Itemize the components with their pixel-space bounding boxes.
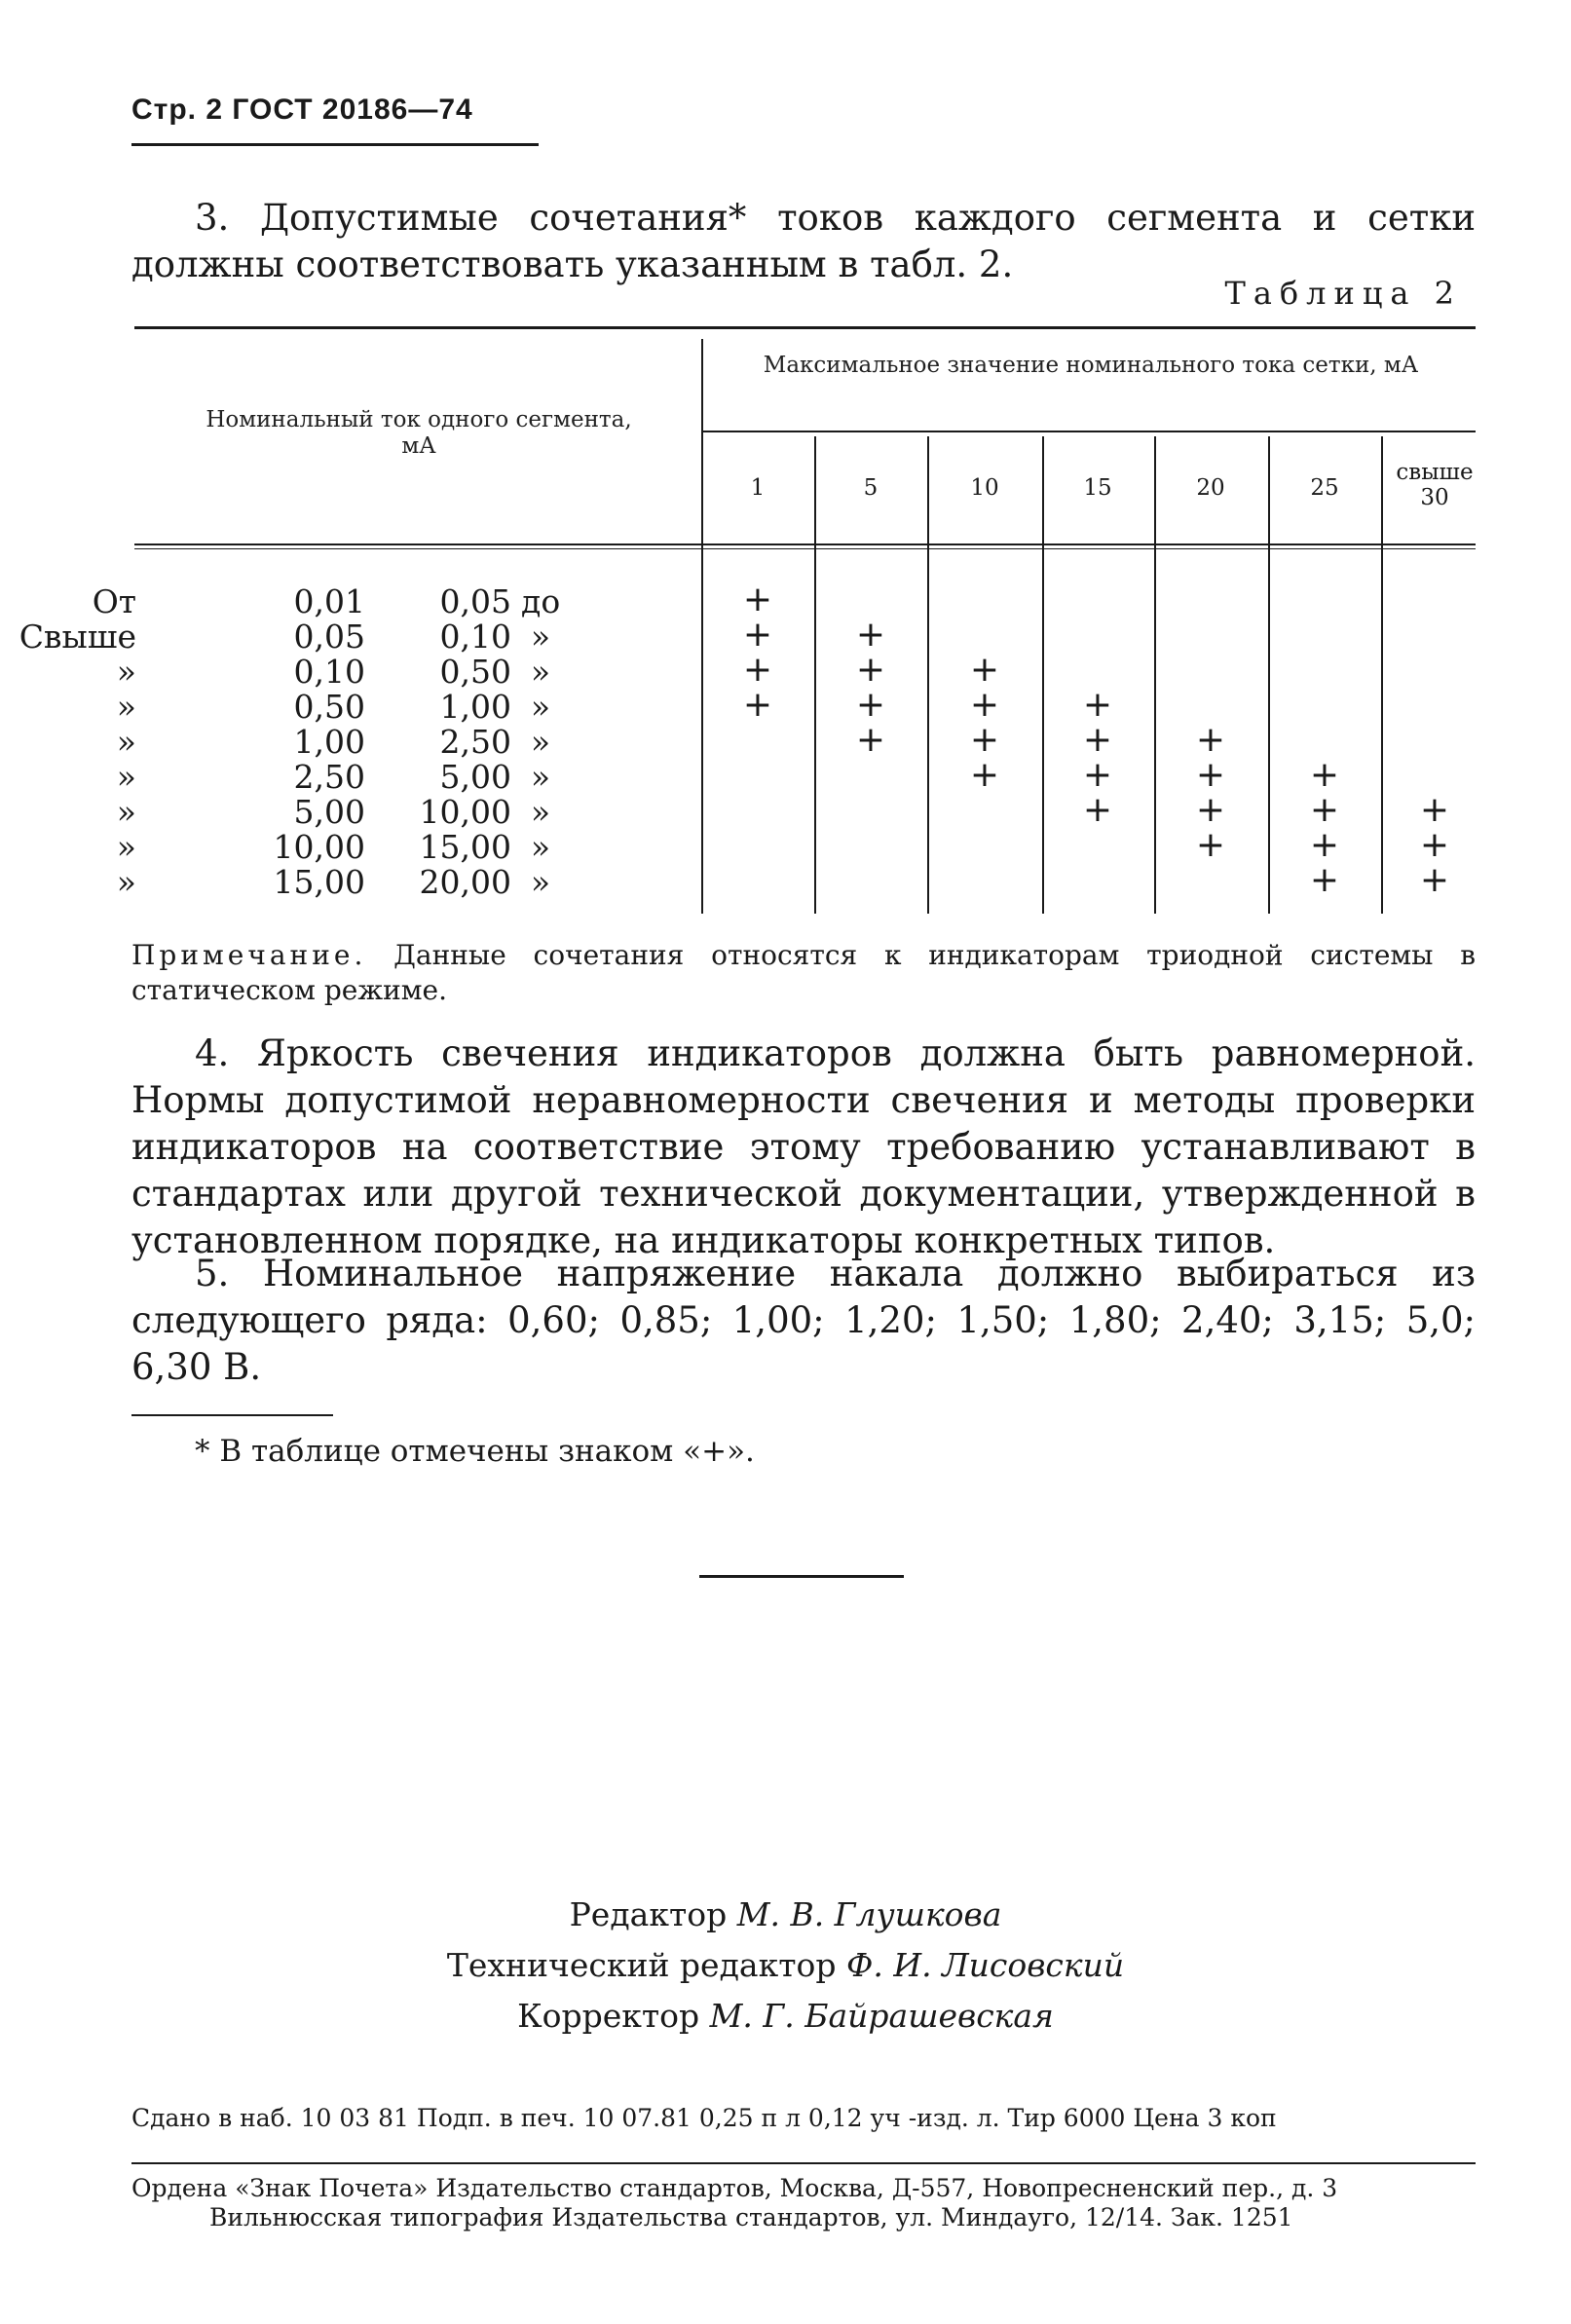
credit-tech-editor bbox=[0, 1940, 1571, 1991]
imprint-line-1: Сдано в наб. 10 03 81 Подп. в печ. 10 07.81 0,25 п л 0,12 уч -изд. л. Тир 6000 Цена 3 коп bbox=[131, 2104, 1277, 2132]
table-divider bbox=[1154, 436, 1156, 914]
imprint-rule bbox=[131, 2162, 1476, 2164]
row-to: 0,10 bbox=[439, 618, 511, 656]
row-sep: » bbox=[530, 723, 551, 761]
footnote: * В таблице отмечены знаком «+». bbox=[195, 1434, 755, 1469]
plus-mark: + bbox=[1082, 790, 1113, 830]
table-divider bbox=[1268, 436, 1270, 914]
row-from: 0,01 bbox=[293, 582, 365, 620]
paragraph-3: 3. Допустимые сочетания* токов каждого сегмента и сетки должны соответствовать указанным в табл. 2. bbox=[131, 197, 1476, 285]
row-prefix: » bbox=[116, 688, 136, 726]
plus-mark: + bbox=[742, 650, 773, 690]
plus-mark: + bbox=[1082, 720, 1113, 760]
plus-mark: + bbox=[855, 650, 886, 690]
column-header: 1 bbox=[750, 475, 766, 501]
plus-mark: + bbox=[742, 615, 773, 655]
row-label bbox=[19, 618, 551, 656]
row-from: 0,50 bbox=[293, 688, 365, 726]
row-to: 2,50 bbox=[439, 723, 511, 761]
row-sep: » bbox=[530, 793, 551, 831]
table-note bbox=[131, 938, 1476, 1008]
row-label bbox=[116, 723, 551, 761]
row-to: 10,00 bbox=[419, 793, 511, 831]
plus-mark: + bbox=[1419, 790, 1450, 830]
row-to: 0,05 bbox=[439, 582, 511, 620]
row-prefix: » bbox=[116, 863, 136, 901]
plus-mark: + bbox=[742, 580, 773, 619]
row-prefix: » bbox=[116, 793, 136, 831]
plus-mark: + bbox=[1309, 755, 1340, 795]
table-divider bbox=[1042, 436, 1044, 914]
column-header: 20 bbox=[1196, 475, 1225, 501]
group-header: Максимальное значение номинального тока сетки, мА bbox=[763, 353, 1419, 378]
plus-mark: + bbox=[742, 685, 773, 725]
plus-mark: + bbox=[1195, 755, 1226, 795]
footnote-rule bbox=[131, 1414, 333, 1416]
header-bottom-rule-2 bbox=[134, 548, 1476, 549]
plus-mark: + bbox=[1419, 825, 1450, 865]
row-label bbox=[116, 653, 551, 691]
table-divider bbox=[814, 436, 816, 914]
plus-mark: + bbox=[969, 720, 1000, 760]
row-label bbox=[116, 793, 551, 831]
row-sep: » bbox=[530, 758, 551, 796]
row-prefix: Свыше bbox=[19, 618, 136, 656]
row-from: 2,50 bbox=[293, 758, 365, 796]
row-sep: » bbox=[530, 828, 551, 866]
row-label bbox=[116, 688, 551, 726]
row-from: 15,00 bbox=[273, 863, 365, 901]
plus-mark: + bbox=[1419, 860, 1450, 900]
plus-mark: + bbox=[969, 685, 1000, 725]
group-header-rule bbox=[703, 431, 1476, 432]
credit-name: Ф. И. Лисовский bbox=[845, 1946, 1125, 1984]
row-prefix: » bbox=[116, 653, 136, 691]
row-prefix: От bbox=[92, 582, 136, 620]
row-from: 0,10 bbox=[293, 653, 365, 691]
row-to: 0,50 bbox=[439, 653, 511, 691]
row-sep: до bbox=[521, 582, 561, 620]
row-prefix: » bbox=[116, 828, 136, 866]
column-header: 5 bbox=[863, 475, 879, 501]
plus-mark: + bbox=[855, 720, 886, 760]
column-header: 25 bbox=[1310, 475, 1339, 501]
note-text: Данные сочетания относятся к индикаторам триодной системы в статическом режиме. bbox=[131, 939, 1476, 1006]
row-from: 1,00 bbox=[293, 723, 365, 761]
column-header: свыше 30 bbox=[1396, 460, 1474, 510]
plus-mark: + bbox=[1309, 825, 1340, 865]
plus-mark: + bbox=[1082, 755, 1113, 795]
credit-role: Корректор bbox=[517, 1997, 710, 2035]
imprint-line-2: Ордена «Знак Почета» Издательство стандартов, Москва, Д-557, Новопресненский пер., д. 3 bbox=[131, 2174, 1338, 2202]
credit-role: Технический редактор bbox=[446, 1946, 846, 1984]
row-header: Номинальный ток одного сегмента, мА bbox=[206, 407, 632, 459]
table-divider-main bbox=[701, 339, 703, 914]
plus-mark: + bbox=[1082, 685, 1113, 725]
plus-mark: + bbox=[1195, 720, 1226, 760]
credit-name: М. Г. Байрашевская bbox=[709, 1997, 1054, 2035]
imprint-line-3: Вильнюсская типография Издательства стандартов, ул. Миндауго, 12/14. Зак. 1251 bbox=[209, 2203, 1293, 2231]
header-bottom-rule bbox=[134, 544, 1476, 545]
plus-mark: + bbox=[1195, 825, 1226, 865]
credit-name: М. В. Глушкова bbox=[736, 1895, 1002, 1933]
plus-mark: + bbox=[855, 615, 886, 655]
row-sep: » bbox=[530, 653, 551, 691]
end-rule bbox=[699, 1575, 904, 1578]
row-sep: » bbox=[530, 863, 551, 901]
row-to: 1,00 bbox=[439, 688, 511, 726]
row-label bbox=[116, 863, 551, 901]
credit-editor bbox=[0, 1890, 1571, 1940]
table-top-rule bbox=[134, 326, 1476, 329]
column-header: 15 bbox=[1083, 475, 1112, 501]
table-caption: Таблица 2 bbox=[1224, 275, 1462, 312]
table-divider bbox=[1381, 436, 1383, 914]
row-from: 0,05 bbox=[293, 618, 365, 656]
plus-mark: + bbox=[1309, 860, 1340, 900]
row-sep: » bbox=[530, 688, 551, 726]
row-label bbox=[116, 828, 551, 866]
plus-mark: + bbox=[1195, 790, 1226, 830]
row-from: 5,00 bbox=[293, 793, 365, 831]
row-to: 5,00 bbox=[439, 758, 511, 796]
row-prefix: » bbox=[116, 758, 136, 796]
credit-corrector bbox=[0, 1991, 1571, 2042]
row-label bbox=[92, 582, 561, 620]
table-divider bbox=[927, 436, 929, 914]
plus-mark: + bbox=[969, 650, 1000, 690]
note-label: Примечание. bbox=[131, 939, 367, 971]
plus-mark: + bbox=[1309, 790, 1340, 830]
row-to: 20,00 bbox=[419, 863, 511, 901]
row-label bbox=[116, 758, 551, 796]
paragraph-5: 5. Номинальное напряжение накала должно выбираться из следующего ряда: 0,60; 0,85; 1,00; 1,20; 1,50; 1,80; 2,40; 3,15; 5,0; 6,30 В. bbox=[131, 1253, 1476, 1388]
plus-mark: + bbox=[855, 685, 886, 725]
row-sep: » bbox=[530, 618, 551, 656]
credit-role: Редактор bbox=[569, 1895, 737, 1933]
row-from: 10,00 bbox=[273, 828, 365, 866]
column-header: 10 bbox=[970, 475, 999, 501]
page-header: Стр. 2 ГОСТ 20186—74 bbox=[131, 94, 473, 126]
row-to: 15,00 bbox=[419, 828, 511, 866]
plus-mark: + bbox=[969, 755, 1000, 795]
row-prefix: » bbox=[116, 723, 136, 761]
paragraph-4: 4. Яркость свечения индикаторов должна быть равномерной. Нормы допустимой неравномерности свечения и методы проверки индикаторов на соответствие этому требованию устанавливают в стандартах или другой технической документации, утвержденной в установленном порядке, на индикаторы конкретных типов. bbox=[131, 1032, 1476, 1261]
header-rule bbox=[131, 143, 539, 146]
